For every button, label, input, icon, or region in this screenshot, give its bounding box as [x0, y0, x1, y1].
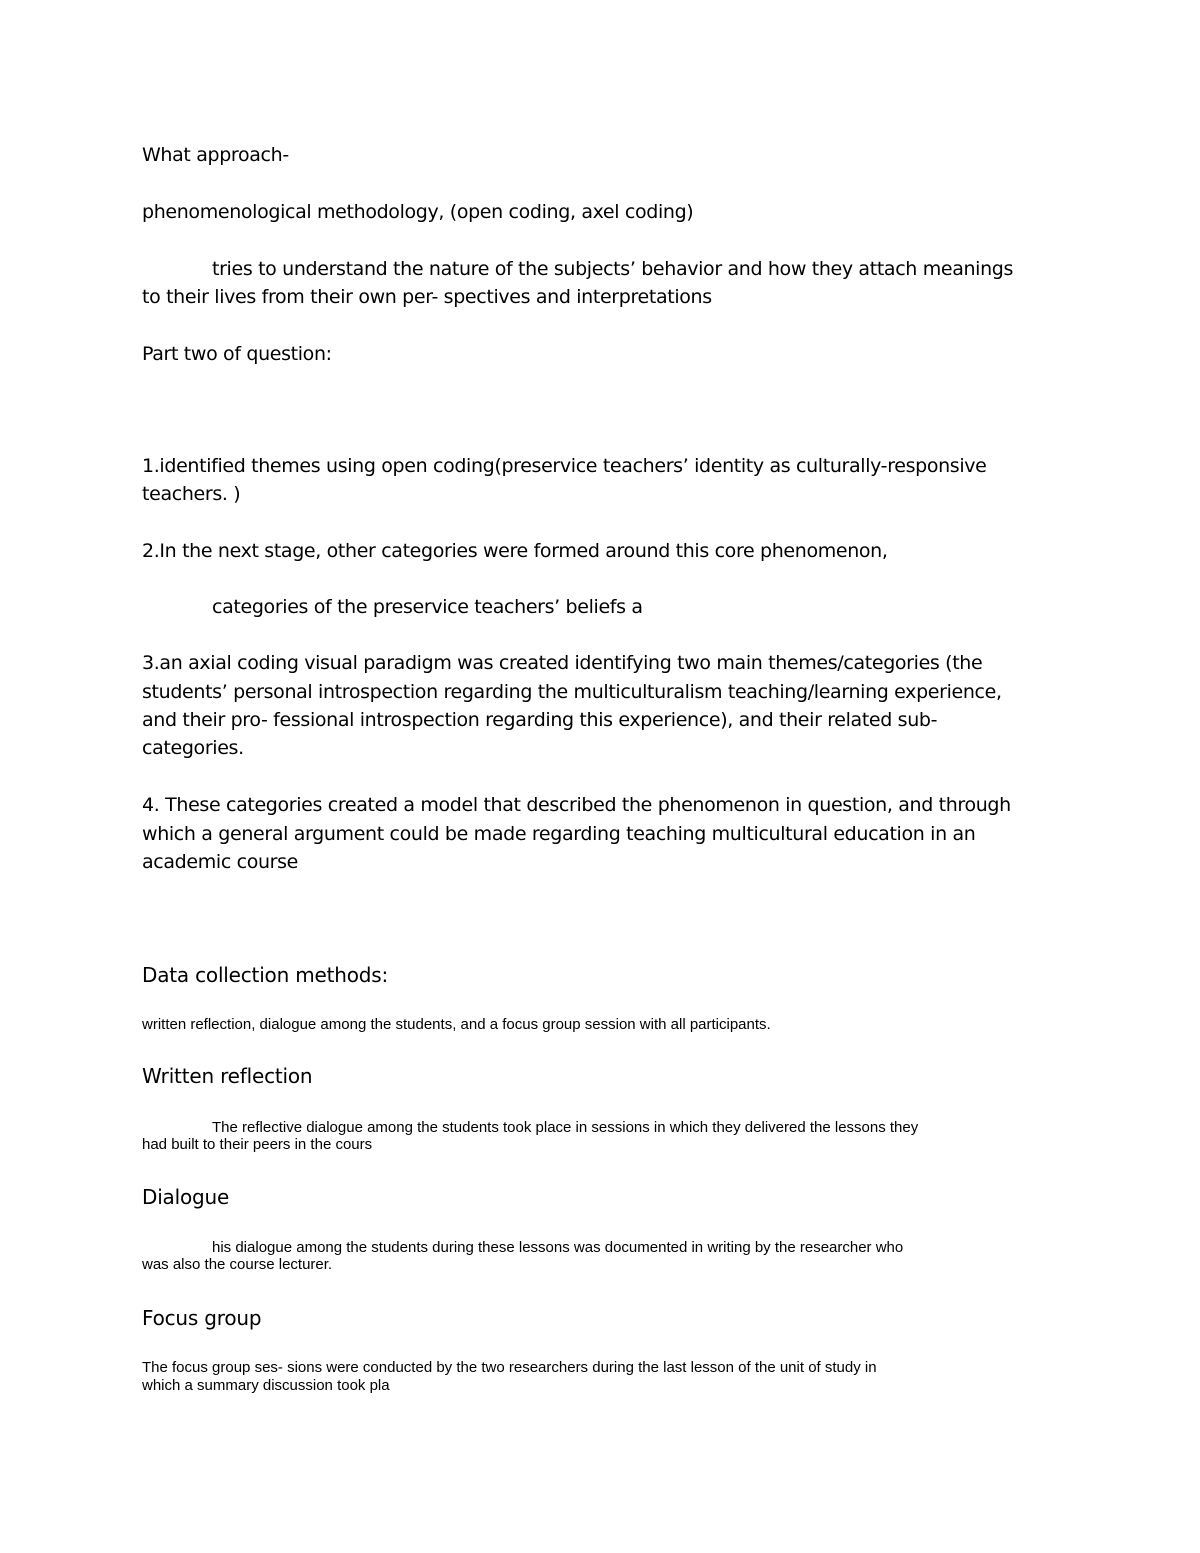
written-reflection-line-2: had built to their peers in the cours — [142, 1136, 373, 1153]
part-two-text: Part two of question: — [142, 343, 332, 365]
methodology-description-line-2: to their lives from their own per- spectives and interpretations — [142, 286, 712, 308]
item-3-line-2: students’ personal introspection regarding the multiculturalism teaching/learning experience, — [142, 681, 1002, 703]
item-2-subtext: categories of the preservice teachers’ beliefs a — [212, 596, 643, 618]
dialogue-line-2: was also the course lecturer. — [142, 1256, 333, 1273]
data-collection-heading: Data collection methods: — [142, 963, 389, 987]
focus-group-line-2: which a summary discussion took pla — [142, 1377, 390, 1394]
focus-group-heading: Focus group — [142, 1306, 262, 1330]
item-4-line-1: 4. These categories created a model that described the phenomenon in question, and through — [142, 794, 1011, 816]
written-reflection-line-1: The reflective dialogue among the students took place in sessions in which they delivered the lessons they — [212, 1119, 919, 1136]
what-approach-text: What approach- — [142, 144, 289, 166]
item-1-line-1: 1.identified themes using open coding(preservice teachers’ identity as culturally-responsive — [142, 455, 987, 477]
item-4-line-3: academic course — [142, 851, 299, 873]
methodology-text: phenomenological methodology, (open coding, axel coding) — [142, 201, 694, 223]
dialogue-heading: Dialogue — [142, 1185, 230, 1209]
written-reflection-heading: Written reflection — [142, 1064, 313, 1088]
methodology-description-line-1: tries to understand the nature of the subjects’ behavior and how they attach meanings — [212, 258, 1014, 280]
item-3-line-1: 3.an axial coding visual paradigm was created identifying two main themes/categories (the — [142, 652, 983, 674]
item-3-line-4: categories. — [142, 737, 244, 759]
dialogue-line-1: his dialogue among the students during these lessons was documented in writing by the researcher who — [212, 1239, 904, 1256]
focus-group-line-1: The focus group ses- sions were conducted by the two researchers during the last lesson of the unit of study in — [142, 1359, 877, 1376]
item-1-line-2: teachers. ) — [142, 483, 241, 505]
data-collection-summary: written reflection, dialogue among the students, and a focus group session with all participants. — [142, 1016, 771, 1033]
item-4-line-2: which a general argument could be made regarding teaching multicultural education in an — [142, 823, 976, 845]
item-2-text: 2.In the next stage, other categories were formed around this core phenomenon, — [142, 540, 888, 562]
item-3-line-3: and their pro- fessional introspection regarding this experience), and their related sub- — [142, 709, 938, 731]
